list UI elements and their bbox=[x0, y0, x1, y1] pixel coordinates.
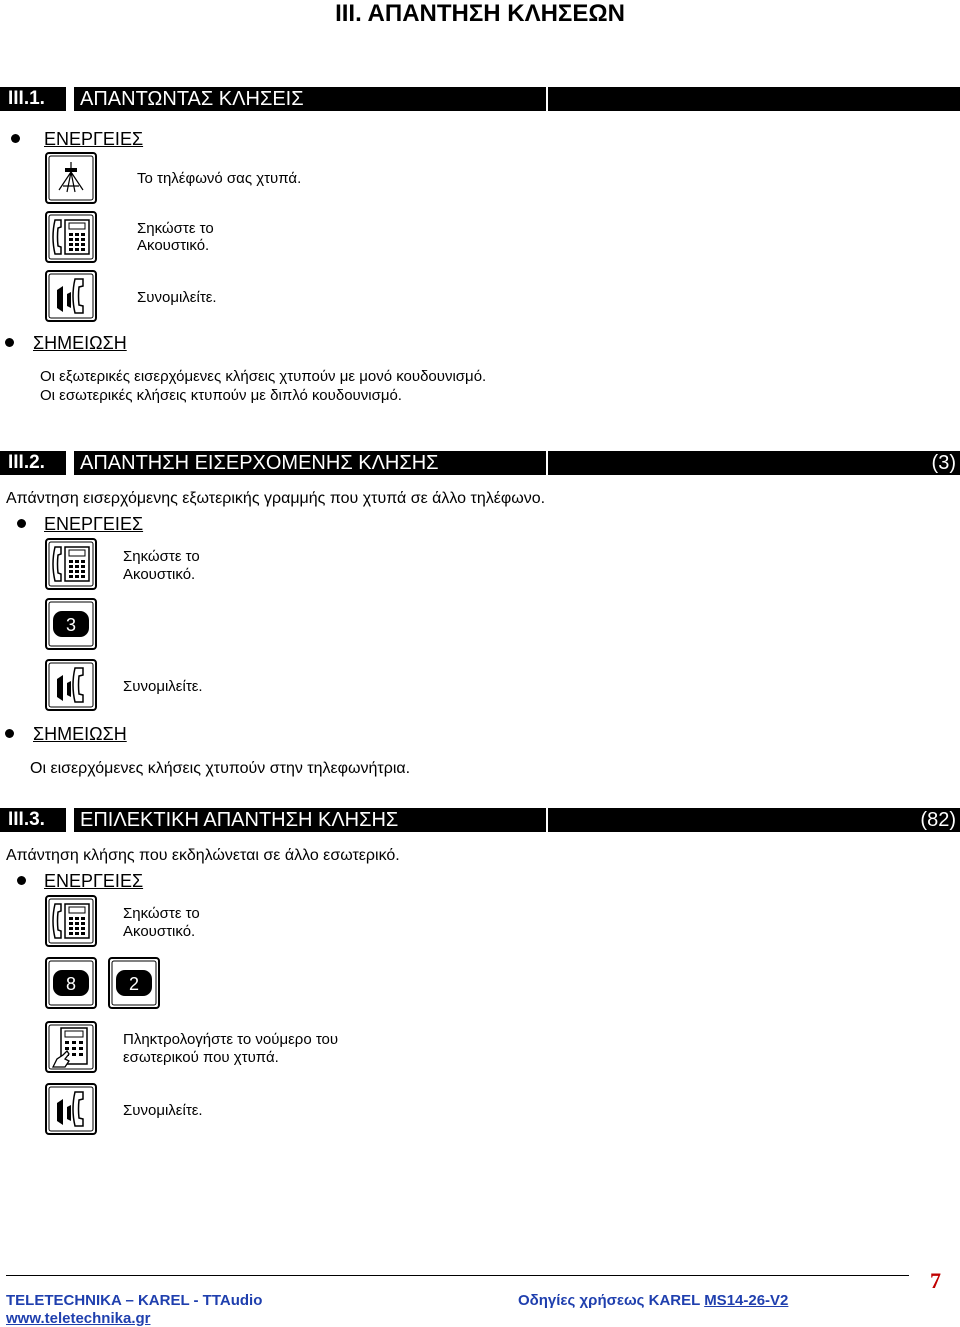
step-text-line2: Ακουστικό. bbox=[137, 237, 210, 254]
note-text: Οι εισερχόμενες κλήσεις χτυπούν στην τηλεφωνήτρια. bbox=[30, 760, 411, 777]
lift-handset-icon bbox=[45, 538, 97, 590]
section-description: Απάντηση εισερχόμενης εξωτερικής γραμμής που χτυπά σε άλλο τηλέφωνο. bbox=[6, 490, 546, 507]
bullet-icon bbox=[5, 338, 14, 347]
section-title: ΑΠΑΝΤΩΝΤΑΣ ΚΛΗΣΕΙΣ bbox=[80, 88, 304, 110]
talk-icon bbox=[45, 270, 97, 322]
step-text-line2: εσωτερικού που χτυπά. bbox=[123, 1049, 279, 1066]
step-text: Συνομιλείτε. bbox=[137, 289, 217, 306]
ringing-phone-icon bbox=[45, 152, 97, 204]
note-heading: ΣΗΜΕΙΩΣΗ bbox=[33, 333, 127, 353]
key-2-icon bbox=[108, 957, 160, 1009]
talk-icon bbox=[45, 1083, 97, 1135]
step-text-line1: Σηκώστε το bbox=[123, 548, 200, 565]
key-label: 2 bbox=[128, 974, 140, 994]
page-title: ΙΙΙ. ΑΠΑΝΤΗΣΗ ΚΛΗΣΕΩΝ bbox=[335, 0, 625, 27]
section-header-1 bbox=[0, 87, 960, 111]
key-label: 8 bbox=[65, 974, 77, 994]
step-text: Συνομιλείτε. bbox=[123, 678, 203, 695]
section-header-2 bbox=[0, 451, 960, 475]
footer-manual-title bbox=[518, 1292, 788, 1309]
key-label: 3 bbox=[65, 615, 77, 635]
footer-company: TELETECHNIKA – KAREL - TTAudio bbox=[6, 1292, 263, 1309]
step-text: Το τηλέφωνό σας χτυπά. bbox=[137, 170, 302, 187]
footer-divider bbox=[6, 1275, 909, 1276]
note-heading: ΣΗΜΕΙΩΣΗ bbox=[33, 724, 127, 744]
dial-keypad-icon bbox=[45, 1021, 97, 1073]
bullet-icon bbox=[17, 876, 26, 885]
section-number: ΙΙΙ.3. bbox=[8, 809, 45, 830]
actions-heading: ΕΝΕΡΓΕΙΕΣ bbox=[44, 514, 144, 534]
feature-code: (82) bbox=[920, 809, 956, 831]
actions-heading: ΕΝΕΡΓΕΙΕΣ bbox=[44, 129, 144, 149]
bullet-icon bbox=[17, 519, 26, 528]
lift-handset-icon bbox=[45, 895, 97, 947]
section-number: ΙΙΙ.1. bbox=[8, 88, 45, 109]
note-text: Οι εσωτερικές κλήσεις κτυπούν με διπλό κουδουνισμό. bbox=[40, 387, 402, 404]
talk-icon bbox=[45, 659, 97, 711]
section-number: ΙΙΙ.2. bbox=[8, 452, 45, 473]
section-title: ΑΠΑΝΤΗΣΗ ΕΙΣΕΡΧΟΜΕΝΗΣ ΚΛΗΣΗΣ bbox=[80, 452, 439, 474]
step-text-line1: Πληκτρολογήστε το νούμερο του bbox=[123, 1031, 339, 1048]
feature-code: (3) bbox=[931, 452, 956, 474]
step-text-line1: Σηκώστε το bbox=[137, 220, 214, 237]
key-8-icon bbox=[45, 957, 97, 1009]
step-text-line1: Σηκώστε το bbox=[123, 905, 200, 922]
section-description: Απάντηση κλήσης που εκδηλώνεται σε άλλο εσωτερικό. bbox=[6, 847, 400, 864]
actions-heading: ΕΝΕΡΓΕΙΕΣ bbox=[44, 871, 144, 891]
lift-handset-icon bbox=[45, 211, 97, 263]
section-header-3 bbox=[0, 808, 960, 832]
footer-manual-prefix: Οδηγίες χρήσεως KAREL bbox=[518, 1292, 705, 1309]
key-3-icon bbox=[45, 598, 97, 650]
bullet-icon bbox=[11, 134, 20, 143]
note-text: Οι εξωτερικές εισερχόμενες κλήσεις χτυπούν με μονό κουδουνισμό. bbox=[40, 368, 487, 385]
page-number: 7 bbox=[930, 1268, 941, 1293]
footer-website-link[interactable]: www.teletechnika.gr bbox=[6, 1310, 151, 1327]
section-title: ΕΠΙΛΕΚΤΙΚΗ ΑΠΑΝΤΗΣΗ ΚΛΗΣΗΣ bbox=[80, 809, 399, 831]
step-text: Συνομιλείτε. bbox=[123, 1102, 203, 1119]
step-text-line2: Ακουστικό. bbox=[123, 566, 196, 583]
step-text-line2: Ακουστικό. bbox=[123, 923, 196, 940]
footer-manual-code: MS14-26-V2 bbox=[704, 1292, 789, 1309]
bullet-icon bbox=[5, 729, 14, 738]
